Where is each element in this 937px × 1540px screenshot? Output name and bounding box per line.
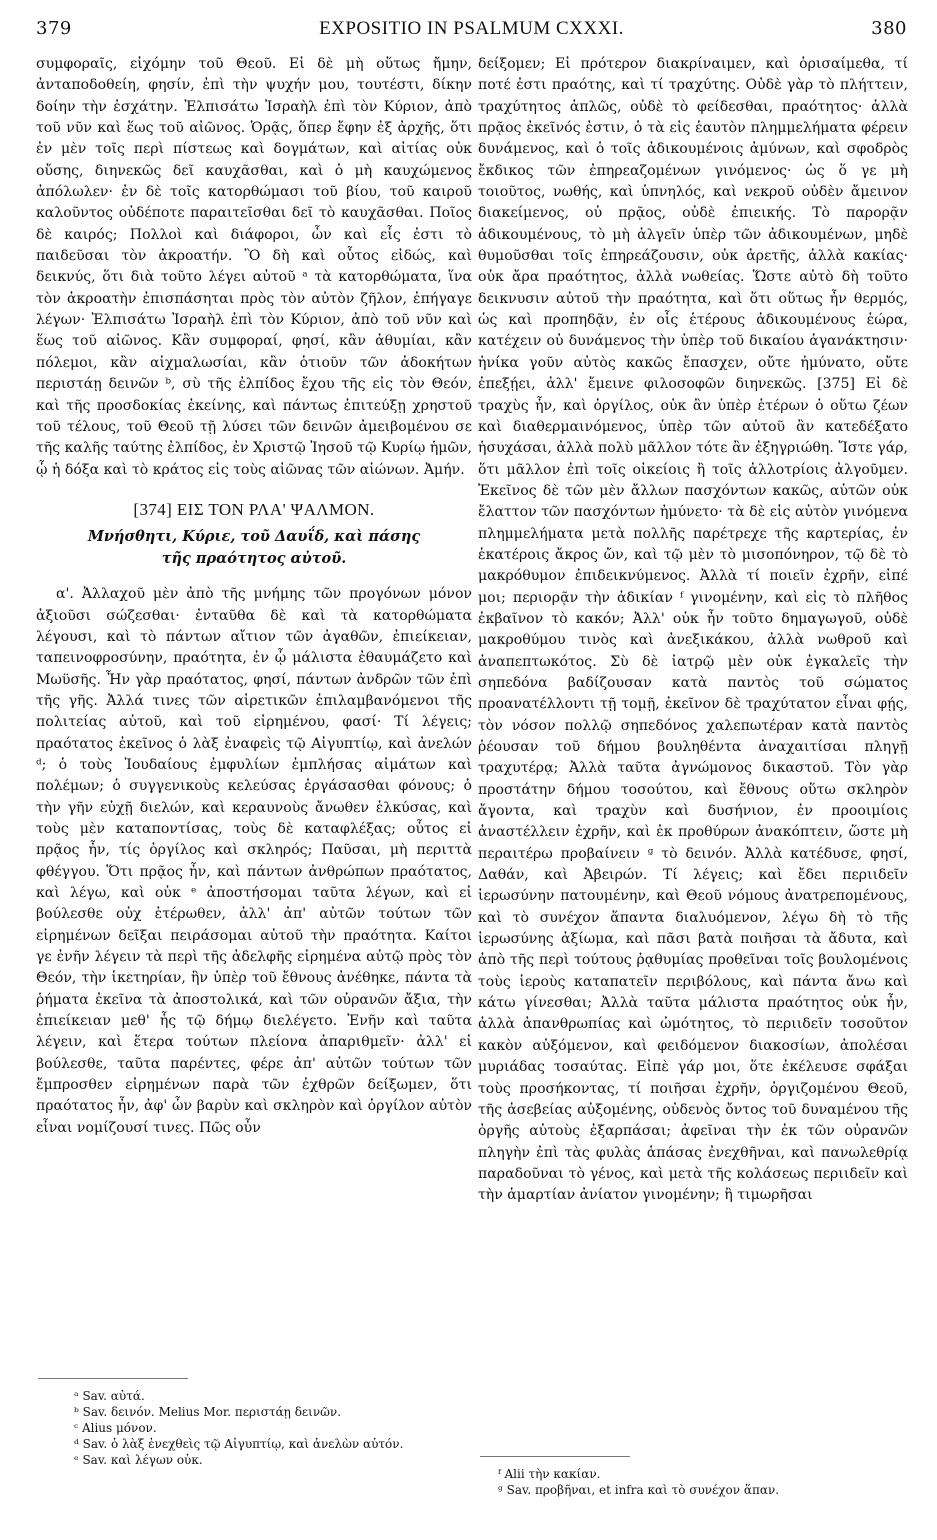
running-header xyxy=(36,18,907,44)
footnote: ᵍ Sav. προβῆναι, et infra καὶ τὸ συνέχον ἅπαν. xyxy=(498,1483,780,1497)
left-paragraph-2: α'. Ἀλλαχοῦ μὲν ἀπὸ τῆς μνήμης τῶν προγόνων μόνον ἀξιοῦσι σώζεσθαι· ἐνταῦθα δὲ καὶ τὰ κατορθώματα λέγουσι, καὶ τὸ πάντων αἴτιον τῶν ἀγαθῶν, ἐπιείκειαν, ταπεινοφροσύνην, πραότητα, ἐν ᾧ μάλιστα ἐθαυμάζετο καὶ Μωϋσῆς. Ἦν γὰρ πραότατος, φησί, πάντων ἀνδρῶν τῶν ἐπὶ τῆς γῆς. Ἀλλά τινες τῶν αἱρετικῶν ἐπιλαμβανόμενοι τῆς πολιτείας αὐτοῦ, καὶ τοῦ εἰρημένου, φασί· Τί λέγεις; πραότατος ἐκεῖνος ὁ λὰξ ἐναφεὶς τῷ Αἰγυπτίῳ, καὶ ἀνελών ᵈ; ὁ τοὺς Ἰουδαίους ἐμφυλίων ἐμπλήσας αἱμάτων καὶ πολέμων; ὁ συγγενικοὺς κελεύσας ἐργάσασθαι φόνους; ὁ τὴν γῆν εὐχῇ διελών, καὶ κεραυνοὺς ἄνωθεν ἑλκύσας, καὶ τοὺς μὲν καταποντίσας, τοὺς δὲ καταφλέξας; οὗτος εἰ πρᾷος ἦν, τίς ὀργίλος καὶ σκληρός; Παῦσαι, μὴ περιττὰ φθέγγου. Ὅτι πρᾷος ἦν, καὶ πάντων ἀνθρώπων πραότατος, καὶ λέγω, καὶ οὐκ ᵉ ἀποστήσομαι ταῦτα λέγων, καὶ εἰ βούλεσθε οὐχ ἑτέρωθεν, ἀλλ' ἀπ' αὐτῶν τούτων τῶν εἰρημένων δεῖξαι πειράσομαι αὐτοῦ τὴν πραότητα. Καίτοι γε ἐνῆν λέγειν τὰ περὶ τῆς ἀδελφῆς εἰρημένα αὐτῷ πρὸς τὸν Θεόν, τὴν ἱκετηρίαν, ἣν ὑπὲρ τοῦ ἔθνους ἀνέθηκε, πάντα τὰ ῥήματα ἐκεῖνα τὰ ἀποστολικά, καὶ τῶν οὐρανῶν ἄξια, τὴν ἐπιείκειαν μεθ' ἧς τῷ δήμῳ διελέγετο. Ἐνῆν καὶ ταῦτα λέγειν, καὶ ἕτερα τούτων πλείονα ἀπαριθμεῖν· ἀλλ' εἰ βούλεσθε, ταῦτα παρέντες, φέρε ἀπ' αὐτῶν τούτων τῶν ἔμπροσθεν εἰρημένων παρὰ τῶν ἐχθρῶν δείξωμεν, ὅτι πραότατος ἦν, ἀφ' ὧν βαρὺν καὶ σκληρὸν καὶ ὀργίλον αὐτὸν εἶναι νομίζουσί τινες. Πῶς οὖν xyxy=(36,586,472,1136)
right-column xyxy=(478,54,908,1207)
footnote: ᶠ Alii τὴν κακίαν. xyxy=(498,1467,601,1481)
psalm-verse: Μνήσθητι, Κύριε, τοῦ Δαυΐδ, καὶ πάσης τῆς πραότητος αὐτοῦ. xyxy=(87,528,421,568)
page-number-right: 380 xyxy=(871,18,907,39)
psalm-heading: [374] ΕΙΣ ΤΟΝ ΡΛΑ' ΨΑΛΜΟΝ. xyxy=(133,499,375,519)
footnote: ᵇ Sav. δεινόν. Melius Mor. περιστάῃ δεινῶν. xyxy=(74,1405,342,1419)
footnotes-left xyxy=(74,1388,454,1468)
right-paragraph-1: δείξομεν; Εἰ πρότερον διακρίναιμεν, καὶ ὁρισαίμεθα, τί ποτέ ἐστι πραότης, καὶ τί τραχύτης. Οὐδὲ γὰρ τὸ πλήττειν, τραχύτητος ἁπλῶς, οὐδὲ τὸ φείδεσθαι, πραότητος· ἀλλὰ πρᾷος ἐκεῖνός ἐστιν, ὁ τὰ εἰς ἑαυτὸν πλημμελήματα φέρειν δυνάμενος, καὶ ὁ τοῖς ἀδικουμένοις ἀμύνων, καὶ σφοδρὸς ἔκδικος τῶν ἐπηρεαζομένων γινόμενος· ὡς ὅ γε μὴ τοιοῦτος, νωθής, καὶ ὑπνηλός, καὶ νεκροῦ οὐδὲν ἄμεινον διακείμενος, οὐ πρᾷος, οὐδὲ ἐπιεικής. Τὸ παρορᾷν ἀδικουμένους, τὸ μὴ ἀλγεῖν ὑπὲρ τῶν ἀδικουμένων, μηδὲ θυμοῦσθαι τοῖς ἐπηρεάζουσιν, οὐκ ἀρετῆς, ἀλλὰ κακίας· οὐκ ἄρα πραότητος, ἀλλὰ νωθείας. Ὥστε αὐτὸ δὴ τοῦτο δεικνυσιν αὐτοῦ τὴν πραότητα, καὶ ὅτι οὕτως ἦν θερμός, ὡς καὶ προπηδᾷν, ἐν οἷς ἑτέρους ἀδικουμένους ἑώρα, κατέχειν οὐ δυνάμενος τὴν ὑπὲρ τοῦ δικαίου ἀγανάκτησιν· ἡνίκα γοῦν αὐτὸς κακῶς ἔπασχεν, οὔτε ἠμύνατο, οὔτε ἐπεξῄει, ἀλλ' ἔμεινε φιλοσοφῶν διηνεκῶς. [375] Εἰ δὲ τραχὺς ἦν, καὶ ὀργίλος, οὐκ ἂν ὑπὲρ ἑτέρων ὁ οὕτω ζέων καὶ διαθερμαινόμενος, ὑπὲρ τῶν αὐτοῦ ἂν κατεδέξατο ἡσυχάσαι, ἀλλὰ πολὺ μᾶλλον τότε ἂν ἐξηγριώθη. Ἴστε γάρ, ὅτι μᾶλλον ἐπὶ τοῖς οἰκείοις ἢ τοῖς ἀλλοτρίοις ἀλγοῦμεν. Ἐκεῖνος δὲ τῶν μὲν ἄλλων πασχόντων κακῶς, αὐτῶν οὐκ ἔλαττον τῶν πασχόντων ἠμύνετο· τὰ δὲ εἰς αὐτὸν γινόμενα πλημμελήματα μετὰ πολλῆς παρέτρεχε τῆς καρτερίας, ἐν ἑκατέροις ἄκρος ὤν, καὶ τῷ μὲν τὸ μισοπόνηρον, τῷ δὲ τὸ μακρόθυμον ἐπιδεικνύμενος. Ἀλλὰ τί ποιεῖν ἐχρῆν, εἰπέ μοι; περιορᾷν τὴν ἀδικίαν ᶠ γινομένην, καὶ εἰς τὸ πλῆθος ἐκβαῖνον τὸ κακόν; Ἀλλ' οὐκ ἦν τοῦτο δημαγωγοῦ, οὐδὲ μακροθύμου τινὸς καὶ ἀνεξικάκου, ἀλλὰ νωθροῦ καὶ ἀναπεπτωκότος. Σὺ δὲ ἰατρῷ μὲν οὐκ ἐγκαλεῖς τὴν σηπεδόνα βαδίζουσαν κατὰ παντὸς τοῦ σώματος προανατέλλοντι τῇ τομῇ, ἐκεῖνον δὲ τραχύτατον εἶναι φῄς, τὸν νόσον πολλῷ σηπεδόνος χαλεπωτέραν κατὰ παντὸς ῥέουσαν τοῦ δήμου βουληθέντα ἀναχαιτίσαι πληγῇ τραχυτέρᾳ; Ἀλλὰ ταῦτα ἀγνώμονος δικαστοῦ. Τὸν γὰρ προστάτην δήμου τοσούτου, καὶ ἔθνους οὕτω σκληρὸν ἄγοντα, καὶ τραχὺν καὶ δυσήνιον, ἐν προοιμίοις ἀναστέλλειν ἐχρῆν, καὶ ἐκ προθύρων ἀνακόπτειν, ὥστε μὴ περαιτέρω προβαίνειν ᵍ τὸ δεινόν. Ἀλλὰ κατέδυσε, φησί, Δαθάν, καὶ Ἀβειρών. Τί λέγεις; καὶ ἔδει περιιδεῖν ἱερωσύνην πατουμένην, καὶ Θεοῦ νόμους ἀνατρεπομένους, καὶ τὸ συνέχον ἅπαντα διαλυόμενον, λέγω δὴ τὸ τῆς ἱερωσύνης ἀξίωμα, καὶ πᾶσι βατὰ ποιῆσαι τὰ ἄδυτα, καὶ ἀπὸ τῆς περὶ τούτους ῥᾳθυμίας προθεῖναι τοῖς βουλομένοις τοὺς ἱεροὺς καταπατεῖν περιβόλους, καὶ πάντα ἄνω καὶ κάτω γίνεσθαι; Ἀλλὰ ταῦτα μάλιστα πραότητος οὐκ ἦν, ἀλλὰ ἀπανθρωπίας καὶ ὠμότητος, τὸ περιιδεῖν τοσοῦτον κακὸν αὐξόμενον, καὶ φειδόμενον διακοσίων, ἀπολέσαι μυριάδας τοσαύτας. Εἰπὲ γάρ μοι, ὅτε ἐκέλευσε σφάξαι τοὺς προσήκοντας, τί ποιῆσαι ἐχρῆν, ὀργιζομένου Θεοῦ, τῆς ἀσεβείας αὐξομένης, οὐδενὸς ὄντος τοῦ δυναμένου τῆς ὀργῆς αὐτοὺς ἐξαρπάσαι; ἀφεῖναι τὴν ἐκ τῶν οὐρανῶν πληγὴν ἐπὶ τὰς φυλὰς ἁπάσας ἐνεχθῆναι, καὶ πανωλεθρίᾳ παραδοῦναι τὸ γένος, καὶ μετὰ τῆς κολάσεως περιιδεῖν καὶ τὴν ἁμαρτίαν ἀνίατον γινομένην; ἢ τιμωρῆσαι xyxy=(478,56,908,1204)
page-number-left: 379 xyxy=(36,18,72,39)
footnote: ᵃ Sav. αὐτά. xyxy=(74,1389,145,1403)
footnote: ᵈ Sav. ὁ λὰξ ἐνεχθεὶς τῷ Αἰγυπτίῳ, καὶ ἀνελὼν αὐτόν. xyxy=(74,1437,404,1451)
footnote: ᶜ Alius μόνον. xyxy=(74,1421,157,1435)
footnotes-right xyxy=(498,1466,898,1498)
left-paragraph-1: συμφοραῖς, εἰχόμην τοῦ Θεοῦ. Εἰ δὲ μὴ οὕτως ἤμην, ἀνταποδοθείη, φησίν, ἐπὶ τὴν ψυχήν μου, τουτέστι, δίκην δοίην τὴν ἐσχάτην. Ἐλπισάτω Ἰσραὴλ ἐπὶ τὸν Κύριον, ἀπὸ τοῦ νῦν καὶ ἕως τοῦ αἰῶνος. Ὁρᾷς, ὅπερ ἔφην ἐξ ἀρχῆς, ὅτι ἐν μὲν τοῖς περὶ πίστεως καὶ δογμάτων, καὶ αἰτίας οὐκ οὔσης, διηνεκῶς δεῖ καυχᾶσθαι, καὶ ὁ μὴ καυχώμενος ἀπόλωλεν· ἐν δὲ τοῖς κατορθώμασι τοῦ βίου, τοῦ καιροῦ καλοῦντος οὐδέποτε παραιτεῖσθαι δεῖ τὸ καυχᾶσθαι. Ποῖος δὲ καιρός; Πολλοὶ καὶ διάφοροι, ὧν καὶ εἷς ἐστι τὸ παιδεῦσαι τὸν ἀκροατήν. Ὃ δὴ καὶ οὗτος εἰδώς, καὶ δεικνύς, ὅτι διὰ τοῦτο λέγει αὐτοῦ ᵃ τὰ κατορθώματα, ἵνα τὸν ἀκροατὴν ἐπισπάσηται πρὸς τὸν αὐτὸν ζῆλον, ἐπήγαγε λέγων· Ἐλπισάτω Ἰσραὴλ ἐπὶ τὸν Κύριον, ἀπὸ τοῦ νῦν καὶ ἕως τοῦ αἰῶνος. Κἂν συμφοραί, φησί, κἂν ἀθυμίαι, κἂν πόλεμοι, κἂν αἰχμαλωσίαι, κἂν ὁτιοῦν τῶν ἀδοκήτων περιστάῃ δεινῶν ᵇ, σὺ τῆς ἐλπίδος ἔχου τῆς εἰς τὸν Θεόν, καὶ τῆς προσδοκίας ἐκείνης, καὶ πάντως ἐπιτεύξῃ χρηστοῦ τοῦ τέλους, τοῦ Θεοῦ τῇ λύσει τῶν δεινῶν ἀμειβομένου σε τῆς καλῆς ταύτης ἐλπίδος, ἐν Χριστῷ Ἰησοῦ τῷ Κυρίῳ ἡμῶν, ᾧ ἡ δόξα καὶ τὸ κράτος εἰς τοὺς αἰῶνας τῶν αἰώνων. Ἀμήν. xyxy=(36,56,472,478)
left-column xyxy=(36,54,472,1139)
running-title: EXPOSITIO IN PSALMUM CXXXI. xyxy=(319,18,624,39)
footnote: ᵉ Sav. καὶ λέγων οὐκ. xyxy=(74,1453,203,1467)
